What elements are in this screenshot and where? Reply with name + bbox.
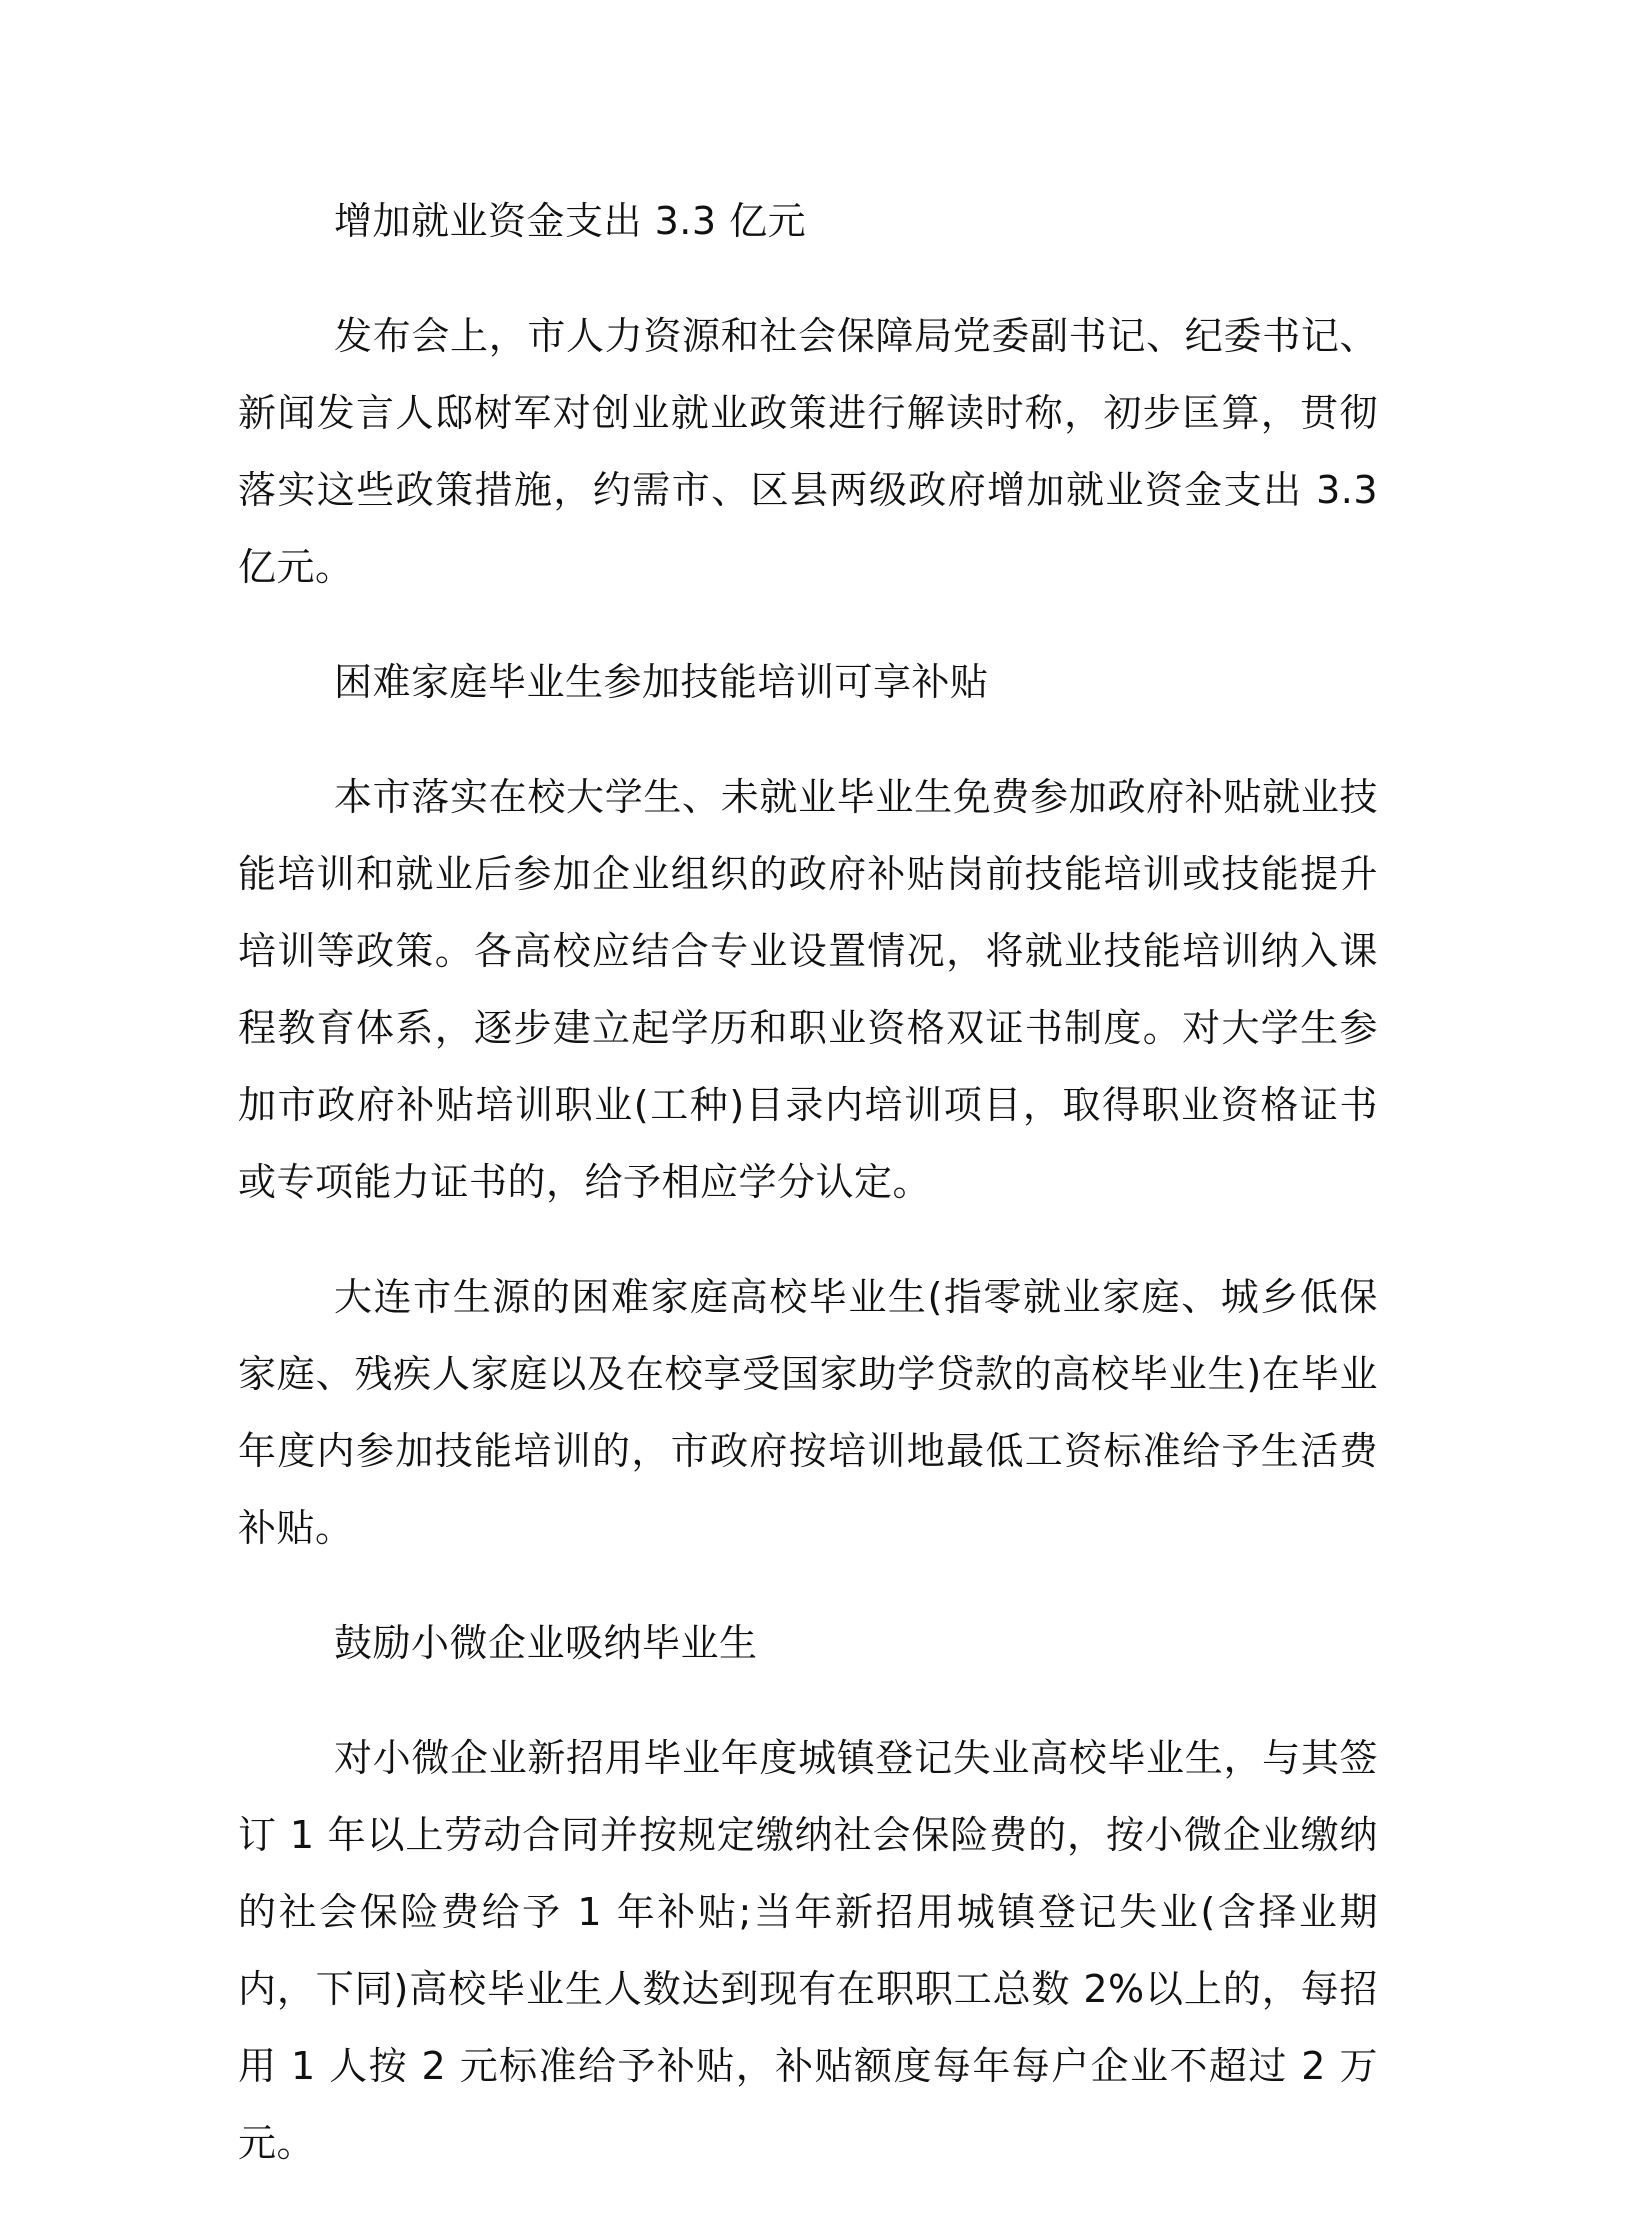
paragraph-free-training: 本市落实在校大学生、未就业毕业生免费参加政府补贴就业技能培训和就业后参加企业组织的政府补贴岗前技能培训或技能提升培训等政策。各高校应结合专业设置情况，将就业技能培训纳入课程教育体系，逐步建立起学历和职业资格双证书制度。对大学生参加市政府补贴培训职业(工种)目录内培训项目，取得职业资格证书或专项能力证书的，给予相应学分认定。 — [238, 775, 1378, 1204]
paragraph-press-conference: 发布会上，市人力资源和社会保障局党委副书记、纪委书记、新闻发言人邸树军对创业就业政策进行解读时称，初步匡算，贯彻落实这些政策措施，约需市、区县两级政府增加就业资金支出 3.3 亿元。 — [238, 314, 1378, 589]
document-body — [238, 183, 1378, 2220]
section-heading-funding: 增加就业资金支出 3.3 亿元 — [334, 199, 807, 243]
paragraph-living-allowance: 大连市生源的困难家庭高校毕业生(指零就业家庭、城乡低保家庭、残疾人家庭以及在校享受国家助学贷款的高校毕业生)在毕业年度内参加技能培训的，市政府按培训地最低工资标准给予生活费补贴。 — [238, 1275, 1378, 1550]
paragraph-enterprise-subsidy: 对小微企业新招用毕业年度城镇登记失业高校毕业生，与其签订 1 年以上劳动合同并按规定缴纳社会保险费的，按小微企业缴纳的社会保险费给予 1 年补贴;当年新招用城镇登记失业(含择业期内，下同)高校毕业生人数达到现有在职职工总数 2%以上的，每招用 1 人按 2 元标准给予补贴，补贴额度每年每户企业不超过 2 万元。 — [238, 1736, 1378, 2165]
section-heading-small-enterprise: 鼓励小微企业吸纳毕业生 — [334, 1621, 758, 1665]
section-heading-training-subsidy: 困难家庭毕业生参加技能培训可享补贴 — [334, 660, 989, 704]
